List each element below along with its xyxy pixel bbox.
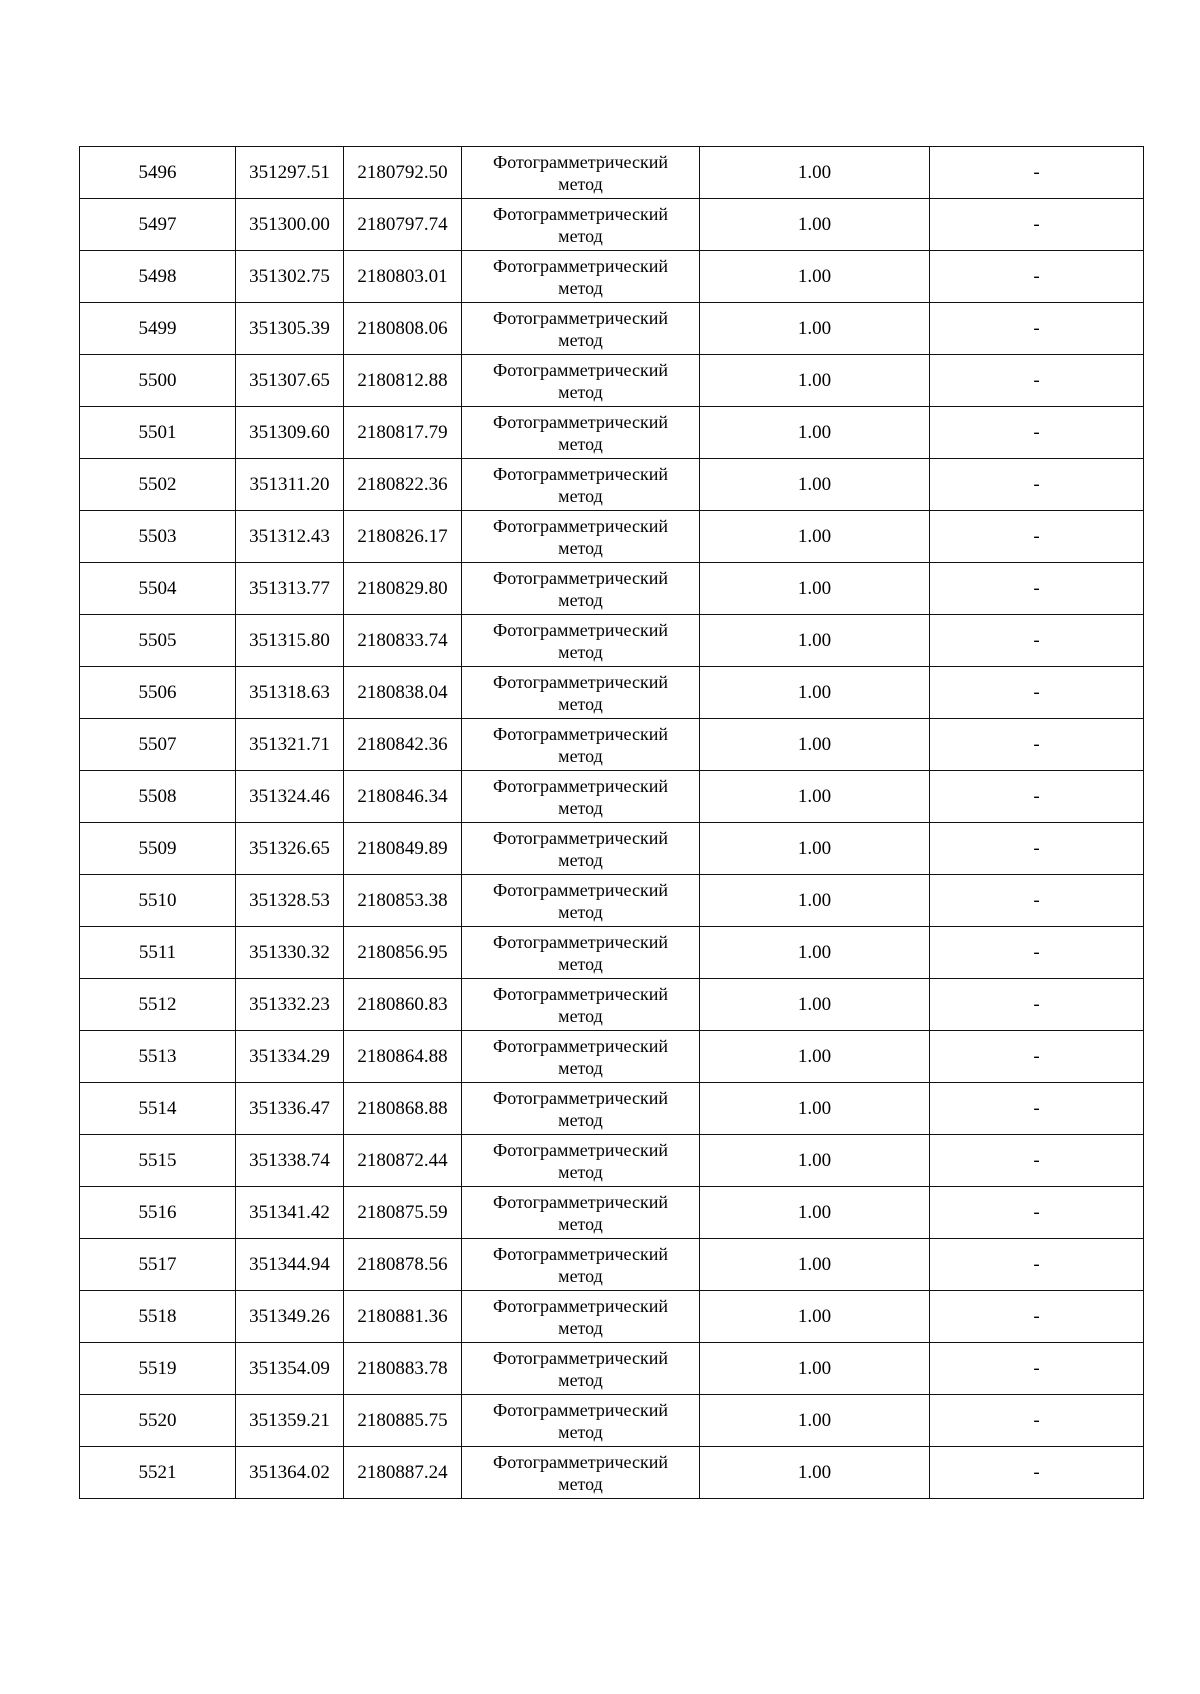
note-cell: - — [930, 927, 1144, 979]
note-cell: - — [930, 615, 1144, 667]
accuracy-cell: 1.00 — [700, 1031, 930, 1083]
method-line-1: Фотограмметрический — [493, 307, 668, 328]
accuracy-cell: 1.00 — [700, 1395, 930, 1447]
table-row — [80, 407, 1144, 459]
method-line-1: Фотограмметрический — [493, 775, 668, 796]
method-line-2: метод — [558, 173, 603, 194]
method-line-1: Фотограмметрический — [493, 619, 668, 640]
table-row — [80, 615, 1144, 667]
y-coordinate-cell: 2180826.17 — [344, 511, 462, 563]
x-coordinate-cell: 351305.39 — [236, 303, 344, 355]
method-cell — [462, 1187, 700, 1239]
point-number-cell: 5500 — [80, 355, 236, 407]
point-number-cell: 5503 — [80, 511, 236, 563]
y-coordinate-cell: 2180872.44 — [344, 1135, 462, 1187]
y-coordinate-cell: 2180833.74 — [344, 615, 462, 667]
x-coordinate-cell: 351313.77 — [236, 563, 344, 615]
method-line-2: метод — [558, 901, 603, 922]
table-row — [80, 927, 1144, 979]
point-number-cell: 5519 — [80, 1343, 236, 1395]
x-coordinate-cell: 351318.63 — [236, 667, 344, 719]
method-line-2: метод — [558, 953, 603, 974]
point-number-cell: 5505 — [80, 615, 236, 667]
note-cell: - — [930, 719, 1144, 771]
y-coordinate-cell: 2180860.83 — [344, 979, 462, 1031]
note-cell: - — [930, 979, 1144, 1031]
x-coordinate-cell: 351336.47 — [236, 1083, 344, 1135]
table-row — [80, 355, 1144, 407]
coordinates-table-body — [80, 147, 1144, 1499]
point-number-cell: 5509 — [80, 823, 236, 875]
table-row — [80, 1395, 1144, 1447]
note-cell: - — [930, 667, 1144, 719]
method-line-1: Фотограмметрический — [493, 1347, 668, 1368]
x-coordinate-cell: 351354.09 — [236, 1343, 344, 1395]
x-coordinate-cell: 351312.43 — [236, 511, 344, 563]
y-coordinate-cell: 2180875.59 — [344, 1187, 462, 1239]
accuracy-cell: 1.00 — [700, 667, 930, 719]
note-cell: - — [930, 459, 1144, 511]
table-row — [80, 199, 1144, 251]
note-cell: - — [930, 199, 1144, 251]
note-cell: - — [930, 355, 1144, 407]
y-coordinate-cell: 2180842.36 — [344, 719, 462, 771]
y-coordinate-cell: 2180849.89 — [344, 823, 462, 875]
method-cell — [462, 1031, 700, 1083]
y-coordinate-cell: 2180822.36 — [344, 459, 462, 511]
table-row — [80, 667, 1144, 719]
y-coordinate-cell: 2180878.56 — [344, 1239, 462, 1291]
accuracy-cell: 1.00 — [700, 459, 930, 511]
method-cell — [462, 1291, 700, 1343]
method-line-2: метод — [558, 1161, 603, 1182]
note-cell: - — [930, 1343, 1144, 1395]
method-cell — [462, 199, 700, 251]
method-cell — [462, 875, 700, 927]
x-coordinate-cell: 351341.42 — [236, 1187, 344, 1239]
table-row — [80, 979, 1144, 1031]
method-cell — [462, 459, 700, 511]
method-line-2: метод — [558, 277, 603, 298]
point-number-cell: 5517 — [80, 1239, 236, 1291]
accuracy-cell: 1.00 — [700, 147, 930, 199]
accuracy-cell: 1.00 — [700, 1083, 930, 1135]
table-row — [80, 459, 1144, 511]
method-line-2: метод — [558, 1005, 603, 1026]
x-coordinate-cell: 351334.29 — [236, 1031, 344, 1083]
table-row — [80, 1239, 1144, 1291]
note-cell: - — [930, 1135, 1144, 1187]
method-line-1: Фотограмметрический — [493, 879, 668, 900]
method-line-1: Фотограмметрический — [493, 359, 668, 380]
method-line-2: метод — [558, 641, 603, 662]
point-number-cell: 5507 — [80, 719, 236, 771]
table-row — [80, 251, 1144, 303]
y-coordinate-cell: 2180885.75 — [344, 1395, 462, 1447]
method-cell — [462, 511, 700, 563]
y-coordinate-cell: 2180883.78 — [344, 1343, 462, 1395]
note-cell: - — [930, 1291, 1144, 1343]
table-row — [80, 1291, 1144, 1343]
method-line-1: Фотограмметрический — [493, 671, 668, 692]
note-cell: - — [930, 251, 1144, 303]
point-number-cell: 5515 — [80, 1135, 236, 1187]
method-line-2: метод — [558, 693, 603, 714]
method-line-1: Фотограмметрический — [493, 1139, 668, 1160]
accuracy-cell: 1.00 — [700, 303, 930, 355]
method-cell — [462, 563, 700, 615]
method-line-1: Фотограмметрический — [493, 723, 668, 744]
x-coordinate-cell: 351359.21 — [236, 1395, 344, 1447]
point-number-cell: 5496 — [80, 147, 236, 199]
method-line-2: метод — [558, 381, 603, 402]
method-cell — [462, 927, 700, 979]
x-coordinate-cell: 351338.74 — [236, 1135, 344, 1187]
note-cell: - — [930, 1447, 1144, 1499]
method-cell — [462, 1239, 700, 1291]
note-cell: - — [930, 771, 1144, 823]
table-row — [80, 303, 1144, 355]
table-row — [80, 875, 1144, 927]
y-coordinate-cell: 2180846.34 — [344, 771, 462, 823]
method-cell — [462, 719, 700, 771]
x-coordinate-cell: 351324.46 — [236, 771, 344, 823]
x-coordinate-cell: 351311.20 — [236, 459, 344, 511]
accuracy-cell: 1.00 — [700, 719, 930, 771]
method-line-1: Фотограмметрический — [493, 151, 668, 172]
x-coordinate-cell: 351326.65 — [236, 823, 344, 875]
x-coordinate-cell: 351302.75 — [236, 251, 344, 303]
note-cell: - — [930, 1395, 1144, 1447]
point-number-cell: 5508 — [80, 771, 236, 823]
method-cell — [462, 251, 700, 303]
method-line-1: Фотограмметрический — [493, 1035, 668, 1056]
table-row — [80, 1343, 1144, 1395]
method-cell — [462, 979, 700, 1031]
x-coordinate-cell: 351364.02 — [236, 1447, 344, 1499]
table-row — [80, 1187, 1144, 1239]
note-cell: - — [930, 407, 1144, 459]
x-coordinate-cell: 351328.53 — [236, 875, 344, 927]
point-number-cell: 5520 — [80, 1395, 236, 1447]
y-coordinate-cell: 2180792.50 — [344, 147, 462, 199]
point-number-cell: 5513 — [80, 1031, 236, 1083]
y-coordinate-cell: 2180887.24 — [344, 1447, 462, 1499]
x-coordinate-cell: 351307.65 — [236, 355, 344, 407]
method-line-1: Фотограмметрический — [493, 515, 668, 536]
method-cell — [462, 771, 700, 823]
x-coordinate-cell: 351297.51 — [236, 147, 344, 199]
note-cell: - — [930, 1031, 1144, 1083]
accuracy-cell: 1.00 — [700, 927, 930, 979]
accuracy-cell: 1.00 — [700, 1447, 930, 1499]
point-number-cell: 5521 — [80, 1447, 236, 1499]
x-coordinate-cell: 351300.00 — [236, 199, 344, 251]
y-coordinate-cell: 2180838.04 — [344, 667, 462, 719]
method-line-2: метод — [558, 1473, 603, 1494]
point-number-cell: 5499 — [80, 303, 236, 355]
method-cell — [462, 615, 700, 667]
note-cell: - — [930, 563, 1144, 615]
y-coordinate-cell: 2180803.01 — [344, 251, 462, 303]
y-coordinate-cell: 2180808.06 — [344, 303, 462, 355]
accuracy-cell: 1.00 — [700, 615, 930, 667]
method-cell — [462, 823, 700, 875]
x-coordinate-cell: 351315.80 — [236, 615, 344, 667]
accuracy-cell: 1.00 — [700, 1135, 930, 1187]
note-cell: - — [930, 303, 1144, 355]
method-cell — [462, 1395, 700, 1447]
method-line-1: Фотограмметрический — [493, 1399, 668, 1420]
point-number-cell: 5511 — [80, 927, 236, 979]
x-coordinate-cell: 351309.60 — [236, 407, 344, 459]
method-line-1: Фотограмметрический — [493, 1243, 668, 1264]
method-cell — [462, 1135, 700, 1187]
x-coordinate-cell: 351332.23 — [236, 979, 344, 1031]
y-coordinate-cell: 2180856.95 — [344, 927, 462, 979]
y-coordinate-cell: 2180881.36 — [344, 1291, 462, 1343]
accuracy-cell: 1.00 — [700, 875, 930, 927]
method-line-1: Фотограмметрический — [493, 255, 668, 276]
table-row — [80, 1447, 1144, 1499]
y-coordinate-cell: 2180812.88 — [344, 355, 462, 407]
note-cell: - — [930, 511, 1144, 563]
note-cell: - — [930, 823, 1144, 875]
point-number-cell: 5510 — [80, 875, 236, 927]
point-number-cell: 5501 — [80, 407, 236, 459]
x-coordinate-cell: 351321.71 — [236, 719, 344, 771]
table-row — [80, 823, 1144, 875]
method-line-2: метод — [558, 433, 603, 454]
method-cell — [462, 303, 700, 355]
x-coordinate-cell: 351344.94 — [236, 1239, 344, 1291]
y-coordinate-cell: 2180853.38 — [344, 875, 462, 927]
y-coordinate-cell: 2180868.88 — [344, 1083, 462, 1135]
note-cell: - — [930, 147, 1144, 199]
method-line-1: Фотограмметрический — [493, 1451, 668, 1472]
point-number-cell: 5518 — [80, 1291, 236, 1343]
accuracy-cell: 1.00 — [700, 251, 930, 303]
note-cell: - — [930, 1083, 1144, 1135]
table-row — [80, 1135, 1144, 1187]
method-line-1: Фотограмметрический — [493, 1295, 668, 1316]
method-cell — [462, 667, 700, 719]
method-line-1: Фотограмметрический — [493, 931, 668, 952]
y-coordinate-cell: 2180829.80 — [344, 563, 462, 615]
method-line-2: метод — [558, 1057, 603, 1078]
coordinates-table — [79, 146, 1144, 1499]
point-number-cell: 5504 — [80, 563, 236, 615]
method-cell — [462, 1083, 700, 1135]
accuracy-cell: 1.00 — [700, 771, 930, 823]
accuracy-cell: 1.00 — [700, 407, 930, 459]
method-line-2: метод — [558, 589, 603, 610]
point-number-cell: 5497 — [80, 199, 236, 251]
method-line-1: Фотограмметрический — [493, 463, 668, 484]
point-number-cell: 5498 — [80, 251, 236, 303]
accuracy-cell: 1.00 — [700, 199, 930, 251]
method-cell — [462, 407, 700, 459]
point-number-cell: 5502 — [80, 459, 236, 511]
accuracy-cell: 1.00 — [700, 1343, 930, 1395]
method-line-2: метод — [558, 1265, 603, 1286]
method-line-2: метод — [558, 485, 603, 506]
method-cell — [462, 147, 700, 199]
x-coordinate-cell: 351330.32 — [236, 927, 344, 979]
accuracy-cell: 1.00 — [700, 1239, 930, 1291]
note-cell: - — [930, 1187, 1144, 1239]
point-number-cell: 5506 — [80, 667, 236, 719]
table-row — [80, 771, 1144, 823]
method-line-1: Фотограмметрический — [493, 567, 668, 588]
method-line-2: метод — [558, 329, 603, 350]
method-cell — [462, 1447, 700, 1499]
accuracy-cell: 1.00 — [700, 355, 930, 407]
accuracy-cell: 1.00 — [700, 563, 930, 615]
table-row — [80, 563, 1144, 615]
table-row — [80, 1031, 1144, 1083]
point-number-cell: 5516 — [80, 1187, 236, 1239]
method-line-1: Фотограмметрический — [493, 1191, 668, 1212]
point-number-cell: 5512 — [80, 979, 236, 1031]
method-line-2: метод — [558, 797, 603, 818]
accuracy-cell: 1.00 — [700, 979, 930, 1031]
method-line-2: метод — [558, 225, 603, 246]
method-line-2: метод — [558, 537, 603, 558]
y-coordinate-cell: 2180864.88 — [344, 1031, 462, 1083]
method-line-1: Фотограмметрический — [493, 983, 668, 1004]
accuracy-cell: 1.00 — [700, 823, 930, 875]
note-cell: - — [930, 1239, 1144, 1291]
x-coordinate-cell: 351349.26 — [236, 1291, 344, 1343]
accuracy-cell: 1.00 — [700, 1291, 930, 1343]
table-row — [80, 147, 1144, 199]
table-row — [80, 719, 1144, 771]
table-row — [80, 511, 1144, 563]
note-cell: - — [930, 875, 1144, 927]
table-row — [80, 1083, 1144, 1135]
method-line-2: метод — [558, 1109, 603, 1130]
method-line-2: метод — [558, 1317, 603, 1338]
method-line-1: Фотограмметрический — [493, 203, 668, 224]
y-coordinate-cell: 2180817.79 — [344, 407, 462, 459]
accuracy-cell: 1.00 — [700, 511, 930, 563]
method-cell — [462, 355, 700, 407]
method-line-2: метод — [558, 745, 603, 766]
point-number-cell: 5514 — [80, 1083, 236, 1135]
method-line-1: Фотограмметрический — [493, 411, 668, 432]
y-coordinate-cell: 2180797.74 — [344, 199, 462, 251]
accuracy-cell: 1.00 — [700, 1187, 930, 1239]
method-line-2: метод — [558, 1213, 603, 1234]
method-line-2: метод — [558, 1369, 603, 1390]
method-line-1: Фотограмметрический — [493, 827, 668, 848]
method-line-1: Фотограмметрический — [493, 1087, 668, 1108]
method-cell — [462, 1343, 700, 1395]
method-line-2: метод — [558, 849, 603, 870]
method-line-2: метод — [558, 1421, 603, 1442]
